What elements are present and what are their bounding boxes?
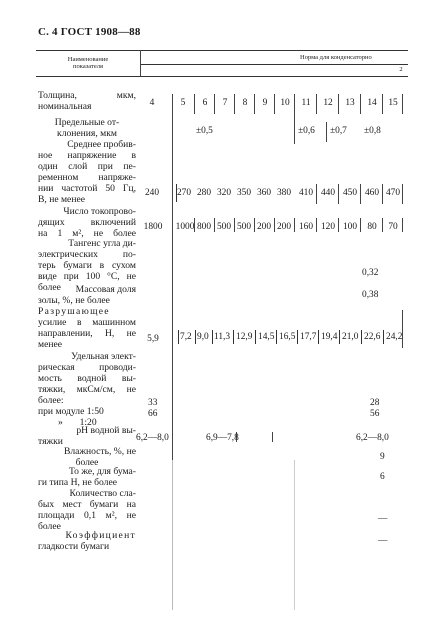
value-ph-b: 6,9—7,8 — [206, 433, 239, 443]
label-line: гладкости бумаги — [38, 541, 110, 552]
col-sep — [316, 184, 317, 204]
value-thickness-14: 14 — [367, 98, 377, 108]
label-line: Количество сла- — [69, 488, 136, 499]
value-ph-c: 6,2—8,0 — [356, 433, 389, 443]
col-sep — [294, 94, 295, 144]
label-line: менее — [38, 339, 62, 350]
label-line: направлении, Н, не — [38, 328, 136, 339]
label-line: нии частотой 50 Гц, — [38, 183, 136, 194]
tick — [195, 330, 196, 344]
label-line: рН водной вы- — [76, 425, 136, 436]
label-line: Предельные от- — [54, 117, 120, 128]
value-inclusions-9: 200 — [256, 222, 272, 232]
value-thickness-13: 13 — [345, 98, 355, 108]
tick — [178, 330, 179, 344]
label-line: мость водной вы- — [38, 373, 136, 384]
label-line: Влажность, %, не — [63, 446, 136, 457]
value-tensile-15: 24,2 — [386, 332, 403, 342]
label-line: усилие в машинном — [38, 317, 136, 328]
col-sep — [172, 94, 173, 460]
col-sep — [338, 94, 339, 114]
value-breakdown-9: 360 — [256, 188, 272, 198]
label-modulus-50 — [38, 406, 136, 417]
col-sep — [402, 218, 403, 232]
label-line: клонения, мкм — [57, 128, 117, 139]
value-inclusions-10: 200 — [276, 222, 292, 232]
value-breakdown-13: 450 — [342, 188, 358, 198]
value-inclusions-12: 120 — [320, 222, 336, 232]
value-inclusions-7: 500 — [216, 222, 232, 232]
label-line: при модуле 1:50 — [38, 406, 104, 417]
col-sep — [382, 218, 383, 232]
label-line: более — [75, 457, 99, 468]
label-line: на 1 м², не более — [38, 228, 136, 239]
col-sep — [338, 184, 339, 204]
value-modulus-20-a: 66 — [148, 409, 158, 419]
tick — [276, 330, 277, 344]
value-tensile-6: 9,0 — [197, 332, 209, 342]
label-line: один слой при пе- — [38, 161, 136, 172]
label-line: терь бумаги в сухом — [38, 260, 136, 271]
label-type-h — [38, 466, 136, 488]
col-sep — [402, 94, 403, 114]
value-thickness-7: 7 — [222, 98, 228, 108]
tick — [383, 330, 384, 344]
label-line: более: — [38, 395, 64, 406]
value-breakdown-10: 380 — [276, 188, 292, 198]
col-sep — [254, 218, 255, 232]
value-tensile-10: 16,5 — [279, 332, 296, 342]
tick — [255, 330, 256, 344]
value-thickness-11: 11 — [301, 98, 311, 108]
value-inclusions-11: 160 — [298, 222, 314, 232]
value-inclusions-15: 70 — [388, 222, 398, 232]
col-sep — [338, 218, 339, 232]
value-breakdown-6: 280 — [196, 188, 212, 198]
head-col-name-line1: Наименование — [67, 56, 109, 63]
tick — [339, 330, 340, 344]
col-sep — [194, 218, 195, 232]
tick — [212, 330, 213, 344]
value-tensile-8: 12,9 — [236, 332, 253, 342]
label-deviation — [38, 117, 136, 139]
value-thickness-5: 5 — [180, 98, 186, 108]
col-sep — [274, 94, 275, 114]
label-tensile — [38, 306, 136, 350]
value-inclusions-14: 80 — [367, 222, 377, 232]
value-smoothness: — — [378, 536, 388, 546]
value-deviation-b: ±0,6 — [298, 126, 315, 136]
col-sep — [360, 94, 361, 114]
value-modulus-50-a: 33 — [148, 398, 158, 408]
value-thickness-4: 4 — [149, 98, 155, 108]
col-sep — [316, 94, 317, 114]
label-line: Толщина, мкм, — [38, 90, 136, 101]
label-breakdown — [38, 139, 136, 205]
col-sep — [234, 94, 235, 114]
value-inclusions-5: 1000 — [175, 222, 195, 232]
value-breakdown-11: 410 — [298, 188, 314, 198]
label-smoothness — [38, 530, 136, 552]
value-tensile-11: 17,7 — [300, 332, 317, 342]
table-top-rule — [36, 50, 408, 51]
label-ash — [38, 284, 136, 306]
value-tensile-14: 22,6 — [364, 332, 381, 342]
tick — [318, 330, 319, 344]
value-inclusions-4: 1800 — [143, 222, 163, 232]
col-sep — [360, 184, 361, 204]
value-type-h: 6 — [380, 472, 385, 482]
head-col-number: 2 — [399, 66, 403, 73]
table-head-bottom-rule — [36, 76, 408, 77]
value-tensile-12: 19,4 — [321, 332, 338, 342]
value-tensile-4: 5,9 — [147, 334, 159, 344]
value-modulus-20-b: 56 — [370, 409, 380, 419]
label-line: более — [38, 282, 61, 293]
col-sep-faint — [172, 460, 173, 610]
label-line: ременном напряже- — [38, 172, 136, 183]
label-line: ное напряжение в — [38, 150, 136, 161]
label-line: виде при 100 °С, не — [38, 271, 136, 282]
col-sep — [214, 218, 215, 232]
head-norm: Норма для конденсаторно — [300, 54, 372, 61]
value-inclusions-13: 100 — [342, 222, 358, 232]
value-moisture: 9 — [380, 452, 385, 462]
col-sep — [382, 94, 383, 114]
label-thickness — [38, 90, 136, 112]
col-sep — [316, 218, 317, 232]
label-line: Тангенс угла ди- — [68, 238, 136, 249]
col-sep — [274, 218, 275, 232]
value-modulus-50-b: 28 — [370, 398, 380, 408]
col-sep — [214, 94, 215, 114]
label-line: номинальная — [38, 101, 92, 112]
value-ash: 0,38 — [362, 290, 379, 300]
value-breakdown-14: 460 — [364, 188, 380, 198]
value-tensile-13: 21,0 — [342, 332, 359, 342]
col-sep — [254, 94, 255, 114]
value-deviation-a: ±0,5 — [196, 126, 213, 136]
label-line: Среднее пробив- — [67, 139, 136, 150]
tick — [361, 330, 362, 344]
value-breakdown-12: 440 — [320, 188, 336, 198]
value-weak-places: — — [378, 514, 388, 524]
label-line: Массовая доля — [75, 284, 136, 295]
label-line: Удельная элект- — [71, 351, 136, 362]
label-line: более — [38, 521, 61, 532]
label-line: площади 0,1 м², не — [38, 510, 136, 521]
value-thickness-8: 8 — [242, 98, 248, 108]
value-deviation-c: ±0,7 — [330, 126, 347, 136]
tick — [233, 330, 234, 344]
value-tangent: 0,32 — [362, 268, 379, 278]
col-sep-faint — [294, 460, 295, 610]
label-line: тяжки, мкСм/см, не — [38, 384, 136, 395]
head-col-name — [38, 56, 138, 70]
label-line: бых мест бумаги на — [38, 499, 136, 510]
value-breakdown-4: 240 — [144, 188, 160, 198]
label-line: То же, для бума- — [68, 466, 136, 477]
label-weak-places — [38, 488, 136, 532]
value-inclusions-6: 800 — [196, 222, 212, 232]
value-breakdown-8: 350 — [236, 188, 252, 198]
col-sep — [360, 218, 361, 232]
norm-sub-rule — [140, 64, 408, 65]
col-sep — [382, 184, 383, 204]
value-thickness-10: 10 — [280, 98, 290, 108]
label-line: рическая проводи- — [38, 362, 136, 373]
value-breakdown-15: 470 — [385, 188, 401, 198]
value-tensile-7: 11,3 — [214, 332, 231, 342]
col-sep — [402, 184, 403, 204]
page-header: С. 4 ГОСТ 1908—88 — [38, 26, 141, 38]
head-col-name-line2: показателя — [73, 63, 103, 70]
value-tensile-9: 14,5 — [258, 332, 275, 342]
col-sep — [294, 218, 295, 232]
value-ph-a: 6,2—8,0 — [136, 433, 169, 443]
label-ph — [38, 425, 136, 447]
value-breakdown-5: 270 — [176, 188, 192, 198]
tick — [297, 330, 298, 344]
col-sep — [326, 122, 327, 142]
label-line: ги типа Н, не более — [38, 477, 117, 488]
value-thickness-15: 15 — [388, 98, 398, 108]
label-line: электрических по- — [38, 249, 136, 260]
label-line: золы, %, не более — [38, 295, 110, 306]
value-thickness-12: 12 — [323, 98, 333, 108]
label-line: Разрушающее — [38, 306, 110, 317]
label-line: В, не менее — [38, 194, 85, 205]
head-divider — [140, 50, 141, 76]
label-inclusions — [38, 206, 136, 239]
col-sep — [272, 432, 273, 442]
label-moisture — [38, 446, 136, 468]
label-line: Число токопрово- — [63, 206, 136, 217]
value-breakdown-7: 320 — [216, 188, 232, 198]
label-conductivity — [38, 351, 136, 406]
value-deviation-d: ±0,8 — [364, 126, 381, 136]
label-line: тяжки — [38, 436, 63, 447]
value-inclusions-8: 500 — [236, 222, 252, 232]
value-thickness-9: 9 — [262, 98, 268, 108]
label-line: » 1:20 — [58, 417, 97, 428]
value-thickness-6: 6 — [202, 98, 208, 108]
label-line: дящих включений — [38, 217, 136, 228]
col-sep — [194, 94, 195, 114]
value-tensile-5: 7,2 — [180, 332, 192, 342]
col-sep — [234, 218, 235, 232]
tick — [176, 184, 177, 202]
label-line: Коэффициент — [65, 530, 136, 541]
